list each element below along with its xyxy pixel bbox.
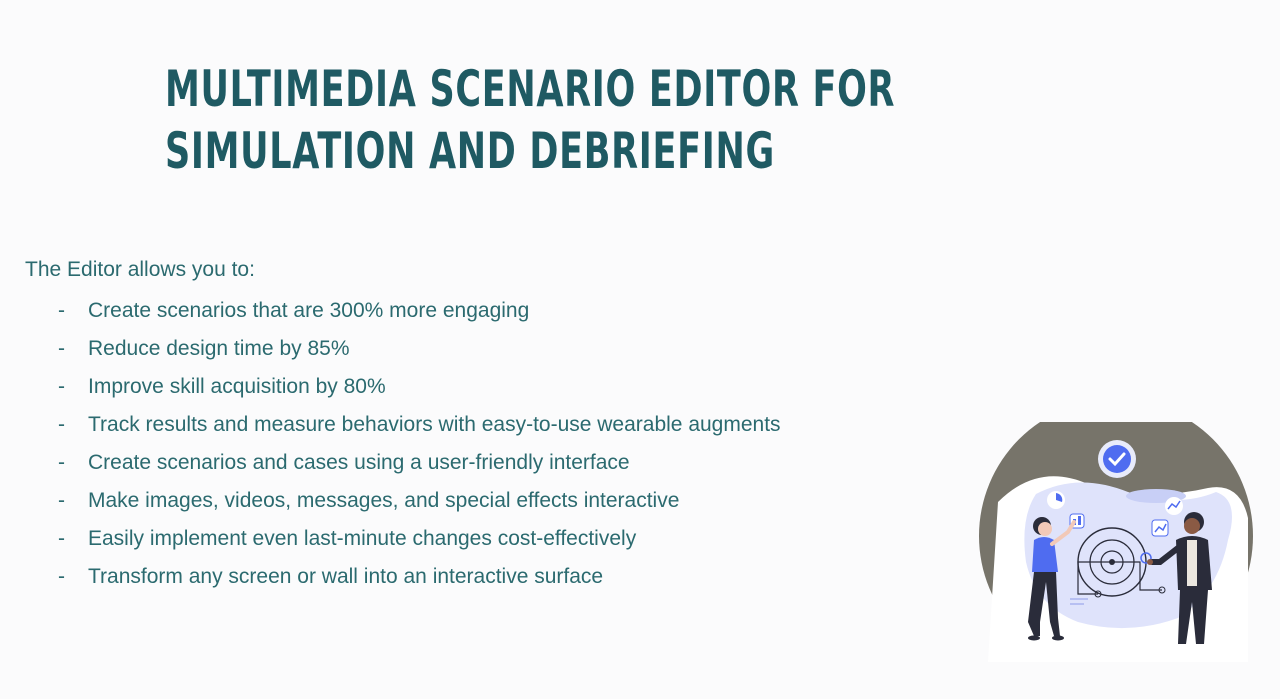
list-item xyxy=(52,330,812,368)
intro-text: The Editor allows you to: xyxy=(25,258,255,281)
list-item-text: Reduce design time by 85% xyxy=(88,337,350,360)
list-item xyxy=(52,520,812,558)
list-item-text: Make images, videos, messages, and special effects interactive xyxy=(88,489,680,512)
dash-marker: - xyxy=(58,489,65,512)
feature-list xyxy=(52,292,812,596)
list-item xyxy=(52,292,812,330)
people-interacting-with-digital-interface-icon xyxy=(978,422,1254,662)
list-item-text: Create scenarios and cases using a user-friendly interface xyxy=(88,451,630,474)
list-item-text: Track results and measure behaviors with easy-to-use wearable augments xyxy=(88,413,781,436)
dash-marker: - xyxy=(58,299,65,322)
list-item xyxy=(52,406,812,444)
title-line-2: SIMULATION AND DEBRIEFING xyxy=(165,122,775,180)
list-item-text: Transform any screen or wall into an interactive surface xyxy=(88,565,604,588)
list-item xyxy=(52,482,812,520)
list-item xyxy=(52,368,812,406)
title-line-1: MULTIMEDIA SCENARIO EDITOR FOR xyxy=(165,60,896,118)
dash-marker: - xyxy=(58,375,65,398)
list-item xyxy=(52,558,812,596)
list-item-text: Improve skill acquisition by 80% xyxy=(88,375,386,398)
list-item-text: Easily implement even last-minute changes cost-effectively xyxy=(88,527,637,550)
dash-marker: - xyxy=(58,565,65,588)
dash-marker: - xyxy=(58,337,65,360)
list-item xyxy=(52,444,812,482)
list-item-text: Create scenarios that are 300% more engaging xyxy=(88,299,530,322)
page-title xyxy=(165,58,896,182)
dash-marker: - xyxy=(58,451,65,474)
dash-marker: - xyxy=(58,527,65,550)
dash-marker: - xyxy=(58,413,65,436)
